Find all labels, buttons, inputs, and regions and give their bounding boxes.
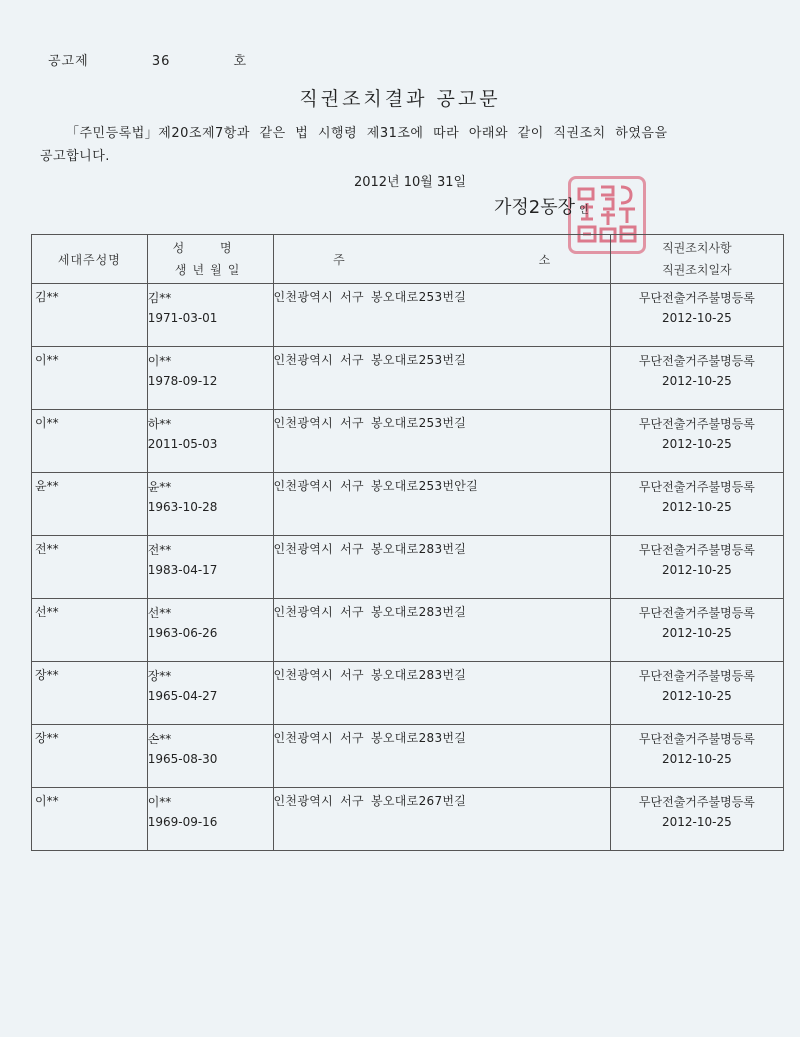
person-cell bbox=[147, 788, 273, 851]
person-name: 장** bbox=[147, 669, 172, 683]
action-cell bbox=[610, 473, 783, 536]
header-household-head: 세대주성명 bbox=[32, 235, 148, 284]
person-cell bbox=[147, 725, 273, 788]
notice-date: 2012년 10월 31일 bbox=[353, 175, 467, 190]
table-row bbox=[32, 599, 784, 662]
address-cell: 인천광역시 서구 봉오대로267번길 bbox=[273, 788, 610, 851]
table-header-row bbox=[32, 235, 784, 284]
address-cell: 인천광역시 서구 봉오대로253번길 bbox=[273, 347, 610, 410]
records-table bbox=[31, 234, 784, 851]
action-date: 2012-10-25 bbox=[662, 815, 732, 829]
action-date: 2012-10-25 bbox=[662, 437, 732, 451]
action-type: 무단전출거주불명등록 bbox=[638, 417, 755, 431]
table-row bbox=[32, 662, 784, 725]
action-date: 2012-10-25 bbox=[662, 752, 732, 766]
action-type: 무단전출거주불명등록 bbox=[638, 354, 755, 368]
notice-label: 공고제 bbox=[48, 54, 89, 69]
notice-body-line-2: 공고합니다. bbox=[40, 149, 110, 164]
household-head-cell: 장** bbox=[32, 725, 148, 788]
action-date: 2012-10-25 bbox=[662, 374, 732, 388]
action-date: 2012-10-25 bbox=[662, 626, 732, 640]
action-type: 무단전출거주불명등록 bbox=[638, 606, 755, 620]
header-action-type: 직권조치사항 bbox=[662, 241, 732, 255]
table-row bbox=[32, 788, 784, 851]
notice-number bbox=[48, 50, 247, 69]
action-type: 무단전출거주불명등록 bbox=[638, 669, 755, 683]
person-cell bbox=[147, 284, 273, 347]
action-cell bbox=[610, 662, 783, 725]
action-date: 2012-10-25 bbox=[662, 563, 732, 577]
table-row bbox=[32, 410, 784, 473]
header-name-birth bbox=[147, 235, 273, 284]
address-cell: 인천광역시 서구 봉오대로283번길 bbox=[273, 536, 610, 599]
person-cell bbox=[147, 662, 273, 725]
household-head-cell: 이** bbox=[32, 347, 148, 410]
table-row bbox=[32, 725, 784, 788]
person-name: 이** bbox=[147, 795, 172, 809]
action-cell bbox=[610, 410, 783, 473]
person-cell bbox=[147, 473, 273, 536]
person-name: 이** bbox=[147, 354, 172, 368]
person-birth: 1963-06-26 bbox=[147, 626, 218, 640]
action-date: 2012-10-25 bbox=[662, 311, 732, 325]
notice-body-line-1: 「주민등록법」제20조제7항과 같은 법 시행령 제31조에 따라 아래와 같이 직권조치 하였음을 bbox=[66, 126, 668, 141]
issuer-name: 가정2동장 bbox=[494, 197, 576, 218]
table-row bbox=[32, 347, 784, 410]
document-title: 직권조치결과 공고문 bbox=[299, 88, 501, 110]
action-cell bbox=[610, 536, 783, 599]
table-row bbox=[32, 473, 784, 536]
action-type: 무단전출거주불명등록 bbox=[638, 543, 755, 557]
address-cell: 인천광역시 서구 봉오대로283번길 bbox=[273, 725, 610, 788]
household-head-cell: 전** bbox=[32, 536, 148, 599]
person-birth: 1965-04-27 bbox=[147, 689, 218, 703]
household-head-cell: 윤** bbox=[32, 473, 148, 536]
issuer-signature bbox=[494, 193, 589, 219]
header-address-a: 주 bbox=[333, 252, 345, 267]
table-row bbox=[32, 284, 784, 347]
action-date: 2012-10-25 bbox=[662, 500, 732, 514]
household-head-cell: 김** bbox=[32, 284, 148, 347]
person-name: 선** bbox=[147, 606, 172, 620]
address-cell: 인천광역시 서구 봉오대로283번길 bbox=[273, 599, 610, 662]
header-address-b: 소 bbox=[538, 252, 551, 267]
person-name: 김** bbox=[147, 291, 172, 305]
action-cell bbox=[610, 347, 783, 410]
action-cell bbox=[610, 788, 783, 851]
address-cell: 인천광역시 서구 봉오대로253번길 bbox=[273, 284, 610, 347]
address-cell: 인천광역시 서구 봉오대로283번길 bbox=[273, 662, 610, 725]
household-head-cell: 이** bbox=[32, 410, 148, 473]
household-head-cell: 선** bbox=[32, 599, 148, 662]
person-birth: 1978-09-12 bbox=[147, 374, 218, 388]
table-row bbox=[32, 536, 784, 599]
action-date: 2012-10-25 bbox=[662, 689, 732, 703]
person-birth: 1963-10-28 bbox=[147, 500, 218, 514]
action-type: 무단전출거주불명등록 bbox=[638, 291, 755, 305]
person-birth: 1971-03-01 bbox=[147, 311, 218, 325]
person-birth: 2011-05-03 bbox=[147, 437, 218, 451]
person-name: 손** bbox=[147, 732, 172, 746]
action-type: 무단전출거주불명등록 bbox=[638, 480, 755, 494]
person-cell bbox=[147, 599, 273, 662]
header-action-date: 직권조치일자 bbox=[662, 263, 732, 277]
issuer-seal-mark: 인 bbox=[579, 204, 589, 216]
person-cell bbox=[147, 410, 273, 473]
action-cell bbox=[610, 599, 783, 662]
notice-suffix: 호 bbox=[233, 54, 248, 69]
action-cell bbox=[610, 725, 783, 788]
person-birth: 1965-08-30 bbox=[147, 752, 218, 766]
address-cell: 인천광역시 서구 봉오대로253번안길 bbox=[273, 473, 610, 536]
action-type: 무단전출거주불명등록 bbox=[638, 795, 755, 809]
person-name: 윤** bbox=[147, 480, 172, 494]
address-cell: 인천광역시 서구 봉오대로253번길 bbox=[273, 410, 610, 473]
person-name: 하** bbox=[147, 417, 172, 431]
household-head-cell: 장** bbox=[32, 662, 148, 725]
person-name: 전** bbox=[147, 543, 172, 557]
action-cell bbox=[610, 284, 783, 347]
notice-number-value: 36 bbox=[151, 54, 171, 69]
header-name: 성 명 bbox=[172, 241, 248, 255]
header-address bbox=[273, 235, 610, 284]
person-birth: 1969-09-16 bbox=[147, 815, 218, 829]
household-head-cell: 이** bbox=[32, 788, 148, 851]
header-action bbox=[610, 235, 783, 284]
person-birth: 1983-04-17 bbox=[147, 563, 218, 577]
action-type: 무단전출거주불명등록 bbox=[638, 732, 755, 746]
person-cell bbox=[147, 347, 273, 410]
notice-body bbox=[40, 122, 760, 168]
header-birth: 생년월일 bbox=[174, 263, 246, 277]
person-cell bbox=[147, 536, 273, 599]
